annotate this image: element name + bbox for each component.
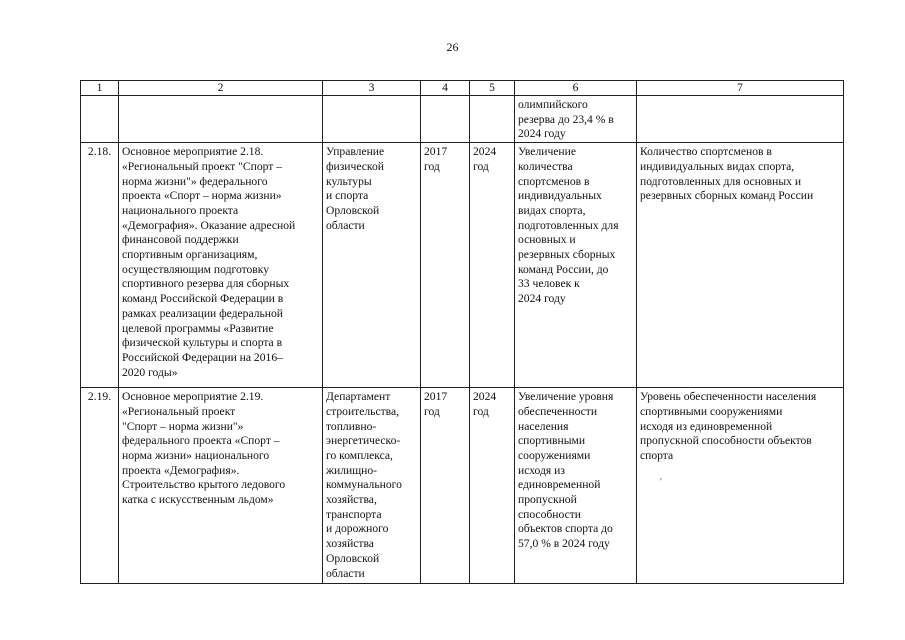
cell-text-line: норма жизни» национального [122, 448, 270, 462]
cell-text-line: Увеличение [518, 145, 576, 159]
cell-text-line: 57,0 % в 2024 году [518, 537, 610, 551]
cell-text-line: 2017 [424, 390, 448, 404]
cell-text-line: федерального проекта «Спорт – [122, 434, 280, 448]
cell-text-line: спортивного резерва для сборных [122, 277, 290, 291]
column-header: 3 [323, 81, 421, 96]
cell-text-line: области [326, 218, 365, 232]
end-year-cell [470, 143, 515, 388]
table-cell [470, 96, 515, 143]
cell-text-line: исходя из единовременной [640, 419, 773, 433]
cell-text-line: количества [518, 159, 573, 173]
continuation-row [81, 96, 844, 143]
cell-text-line: резервных сборных команд России [640, 189, 814, 203]
program-activities-table [80, 80, 844, 584]
cell-text-line: видах спорта, [518, 203, 586, 217]
table-cell [119, 96, 323, 143]
cell-text-line: Увеличение уровня [518, 390, 614, 404]
cell-text-line: подготовленных для [518, 218, 619, 232]
cell-text-line: резерва до 23,4 % в [518, 112, 614, 126]
cell-text-line: 2024 году [518, 127, 566, 141]
cell-text-line: индивидуальных видах спорта, [640, 159, 795, 173]
cell-text-line: населения [518, 419, 569, 433]
cell-text-line: физической [326, 159, 384, 173]
cell-text-line: проекта «Демография». [122, 463, 240, 477]
start-year-cell [421, 143, 470, 388]
cell-text-line: Российской Федерации на 2016– [122, 350, 283, 364]
cell-text-line: способности [518, 507, 581, 521]
cell-text-line: спортивными [518, 434, 586, 448]
cell-text-line: катка с искусственным льдом» [122, 493, 274, 507]
cell-text-line: «Региональный проект "Спорт – [122, 159, 283, 173]
cell-text-line: индивидуальных [518, 189, 602, 203]
cell-text-line: области [326, 566, 365, 580]
cell-text-line: финансовой поддержки [122, 233, 239, 247]
cell-text-line: Основное мероприятие 2.19. [122, 390, 264, 404]
cell-text-line: обеспеченности [518, 404, 598, 418]
cell-text-line: целевой программы «Развитие [122, 321, 274, 335]
cell-text-line: сооружениями [518, 448, 591, 462]
cell-text-line: энергетическо- [326, 434, 401, 448]
column-header: 5 [470, 81, 515, 96]
cell-text-line: спортсменов в [518, 174, 590, 188]
table-cell [81, 96, 119, 143]
cell-text-line: Орловской [326, 203, 380, 217]
cell-text-line: культуры [326, 174, 372, 188]
cell-text-line: единовременной [518, 478, 601, 492]
cell-text-line: год [424, 159, 440, 173]
cell-text-line: основных и [518, 233, 576, 247]
result-cell [515, 388, 637, 584]
cell-text-line: пропускной [518, 493, 577, 507]
cell-text-line: Основное мероприятие 2.18. [122, 145, 264, 159]
table-cell [323, 96, 421, 143]
column-header: 2 [119, 81, 323, 96]
cell-text-line: осуществляющим подготовку [122, 262, 270, 276]
cell-text-line: год [424, 404, 440, 418]
cell-text-line: год [473, 159, 489, 173]
cell-text-line: Уровень обеспеченности населения [640, 390, 817, 404]
cell-text-line: исходя из [518, 463, 565, 477]
cell-text-line: топливно- [326, 419, 377, 433]
cell-text-line: «Региональный проект [122, 404, 236, 418]
cell-text-line: хозяйства [326, 537, 374, 551]
cell-text-line: год [473, 404, 489, 418]
indicator-cell [637, 388, 844, 584]
cell-text-line: "Спорт – норма жизни"» [122, 419, 244, 433]
cell-text-line: национального проекта [122, 203, 239, 217]
cell-text-line: коммунального [326, 478, 402, 492]
row-number: 2.19. [81, 388, 119, 584]
cell-text-line: Департамент [326, 390, 391, 404]
row-number: 2.18. [81, 143, 119, 388]
cell-text-line: транспорта [326, 507, 382, 521]
cell-text-line: и спорта [326, 189, 369, 203]
cell-text-line: объектов спорта до [518, 522, 613, 536]
cell-text-line: Управление [326, 145, 385, 159]
cell-text-line: команд Российской Федерации в [122, 292, 284, 306]
cell-text-line: спортивным организациям, [122, 248, 258, 262]
cell-text-line: подготовленных для основных и [640, 174, 802, 188]
cell-text-line: 2020 годы» [122, 365, 178, 379]
cell-text-line: олимпийского [518, 98, 588, 111]
cell-text-line: спорта [640, 448, 674, 462]
cell-text-line: 2024 году [518, 292, 566, 306]
cell-text-line: 2024 [473, 145, 497, 159]
table-row [81, 143, 844, 388]
cell-text-line: проекта «Спорт – норма жизни» [122, 189, 282, 203]
activity-cell [119, 388, 323, 584]
column-number-header-row [81, 81, 844, 96]
table-cell [637, 96, 844, 143]
column-header: 4 [421, 81, 470, 96]
cell-text-line: рамках реализации федеральной [122, 306, 284, 320]
table-cell [421, 96, 470, 143]
start-year-cell [421, 388, 470, 584]
cell-text-line: хозяйства, [326, 493, 377, 507]
cell-text-line: Количество спортсменов в [640, 145, 772, 159]
executor-cell [323, 143, 421, 388]
cell-text-line: жилищно- [326, 463, 377, 477]
result-cell [515, 96, 637, 143]
cell-text-line: го комплекса, [326, 448, 393, 462]
cell-text-line: 33 человек к [518, 277, 580, 291]
executor-cell [323, 388, 421, 584]
activity-cell [119, 143, 323, 388]
cell-text-line: Строительство крытого ледового [122, 478, 286, 492]
cell-text-line: пропускной способности объектов [640, 434, 812, 448]
cell-text-line: физической культуры и спорта в [122, 336, 283, 350]
cell-text-line: «Демография». Оказание адресной [122, 218, 296, 232]
cell-text-line: резервных сборных [518, 248, 616, 262]
cell-text-line: и дорожного [326, 522, 389, 536]
cell-text-line: 2024 [473, 390, 497, 404]
stray-mark: ' [660, 477, 662, 488]
cell-text-line: норма жизни"» федерального [122, 174, 268, 188]
cell-text-line: команд России, до [518, 262, 609, 276]
cell-text-line: Орловской [326, 551, 380, 565]
indicator-cell [637, 143, 844, 388]
column-header: 1 [81, 81, 119, 96]
result-cell [515, 143, 637, 388]
cell-text-line: строительства, [326, 404, 400, 418]
cell-text-line: спортивными сооружениями [640, 404, 783, 418]
column-header: 7 [637, 81, 844, 96]
column-header: 6 [515, 81, 637, 96]
table-row [81, 388, 844, 584]
page-number: 26 [446, 40, 459, 54]
cell-text-line: 2017 [424, 145, 448, 159]
end-year-cell [470, 388, 515, 584]
